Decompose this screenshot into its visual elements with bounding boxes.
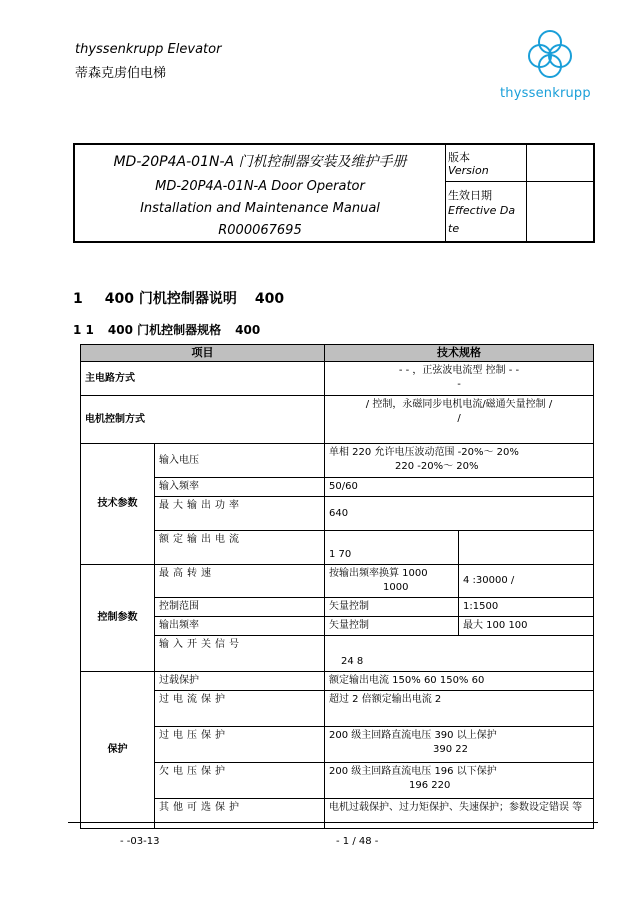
max-speed-label: 最高转速 <box>155 565 325 598</box>
control-range-value: 矢量控制 <box>325 598 459 617</box>
table-row <box>81 362 594 396</box>
max-speed-extra: 4 :30000 / <box>459 565 594 598</box>
max-output-power-label: 最大输出功率 <box>155 497 325 531</box>
overvoltage-value: 200 级主回路直流电压 390 以上保护 390 22 <box>325 727 594 763</box>
section-heading-1: 1 400 门机控制器说明 400 <box>73 291 285 307</box>
control-range-label: 控制范围 <box>155 598 325 617</box>
rated-current-label: 额定输出电流 <box>155 531 325 565</box>
table-header-row <box>81 345 594 362</box>
main-circuit-value: - - ，正弦波电流型 控制 - - - <box>325 362 594 396</box>
overcurrent-value: 超过 2 倍额定输出电流 2 <box>325 691 594 727</box>
table-row <box>81 497 594 531</box>
motor-control-label: 电机控制方式 <box>81 396 325 444</box>
table-row <box>81 691 594 727</box>
max-output-power-value: 640 <box>325 497 594 531</box>
table-row <box>81 763 594 799</box>
col-spec-header: 技术规格 <box>325 345 594 362</box>
header-title-en-2: Installation and Maintenance Manual <box>140 201 380 216</box>
header-doc-number: R000067695 <box>218 223 302 238</box>
logo-text: thyssenkrupp <box>500 86 591 101</box>
other-protection-value: 电机过载保护、过力矩保护、失速保护；参数设定错误 等 <box>325 799 594 829</box>
control-range-extra: 1:1500 <box>459 598 594 617</box>
document-header-box <box>73 143 595 243</box>
header-title-cn: MD-20P4A-01N-A 门机控制器安装及维护手册 <box>113 154 407 170</box>
rated-current-value: 1 70 <box>325 531 459 565</box>
motor-control-value: / 控制，永磁同步电机电流/磁通矢量控制 / / <box>325 396 594 444</box>
output-frequency-value: 矢量控制 <box>325 617 459 636</box>
table-row <box>81 444 594 478</box>
brand-name-cn: 蒂森克虏伯电梯 <box>75 66 167 81</box>
thyssenkrupp-logo-icon <box>518 28 582 88</box>
table-row <box>81 799 594 829</box>
undervoltage-value: 200 级主回路直流电压 196 以下保护 196 220 <box>325 763 594 799</box>
table-row <box>81 565 594 598</box>
input-frequency-label: 输入频率 <box>155 478 325 497</box>
undervoltage-label: 欠电压保护 <box>155 763 325 799</box>
date-label-cn: 生效日期 <box>448 189 492 202</box>
input-voltage-value: 单相 220 允许电压波动范围 -20%～ 20% 220 -20%～ 20% <box>325 444 594 478</box>
table-row <box>81 727 594 763</box>
table-row <box>81 617 594 636</box>
brand-name-en: thyssenkrupp Elevator <box>75 42 222 57</box>
protection-label: 保护 <box>81 672 155 829</box>
version-label-en: Version <box>448 164 489 177</box>
max-speed-value: 按输出频率换算 1000 1000 <box>325 565 459 598</box>
overload-value: 额定输出电流 150% 60 150% 60 <box>325 672 594 691</box>
table-row <box>81 531 594 565</box>
input-frequency-value: 50/60 <box>325 478 594 497</box>
input-switch-value: 24 8 <box>325 636 594 672</box>
output-frequency-extra: 最大 100 100 <box>459 617 594 636</box>
other-protection-label: 其他可选保护 <box>155 799 325 829</box>
table-row <box>81 598 594 617</box>
main-circuit-label: 主电路方式 <box>81 362 325 396</box>
date-label-en-1: Effective Da <box>448 204 516 217</box>
control-params-label: 控制参数 <box>81 565 155 672</box>
table-row <box>81 396 594 444</box>
footer-page-number: - 1 / 48 - <box>336 836 379 847</box>
overcurrent-label: 过电流保护 <box>155 691 325 727</box>
col-item-header: 项目 <box>81 345 325 362</box>
header-title-en-1: MD-20P4A-01N-A Door Operator <box>155 179 365 194</box>
overvoltage-label: 过电压保护 <box>155 727 325 763</box>
input-switch-label: 输入开关信号 <box>155 636 325 672</box>
overload-label: 过载保护 <box>155 672 325 691</box>
spec-table <box>80 344 594 829</box>
version-label-cn: 版本 <box>448 151 470 164</box>
table-row <box>81 478 594 497</box>
table-row <box>81 672 594 691</box>
date-label-en-2: te <box>448 222 460 235</box>
section-heading-1-1: 1 1 400 门机控制器规格 400 <box>73 323 261 337</box>
table-row <box>81 636 594 672</box>
output-frequency-label: 输出频率 <box>155 617 325 636</box>
input-voltage-label: 输入电压 <box>155 444 325 478</box>
tech-params-label: 技术参数 <box>81 444 155 565</box>
footer-divider <box>68 822 598 823</box>
footer-date: - -03-13 <box>120 836 160 847</box>
rated-current-extra <box>459 531 594 565</box>
